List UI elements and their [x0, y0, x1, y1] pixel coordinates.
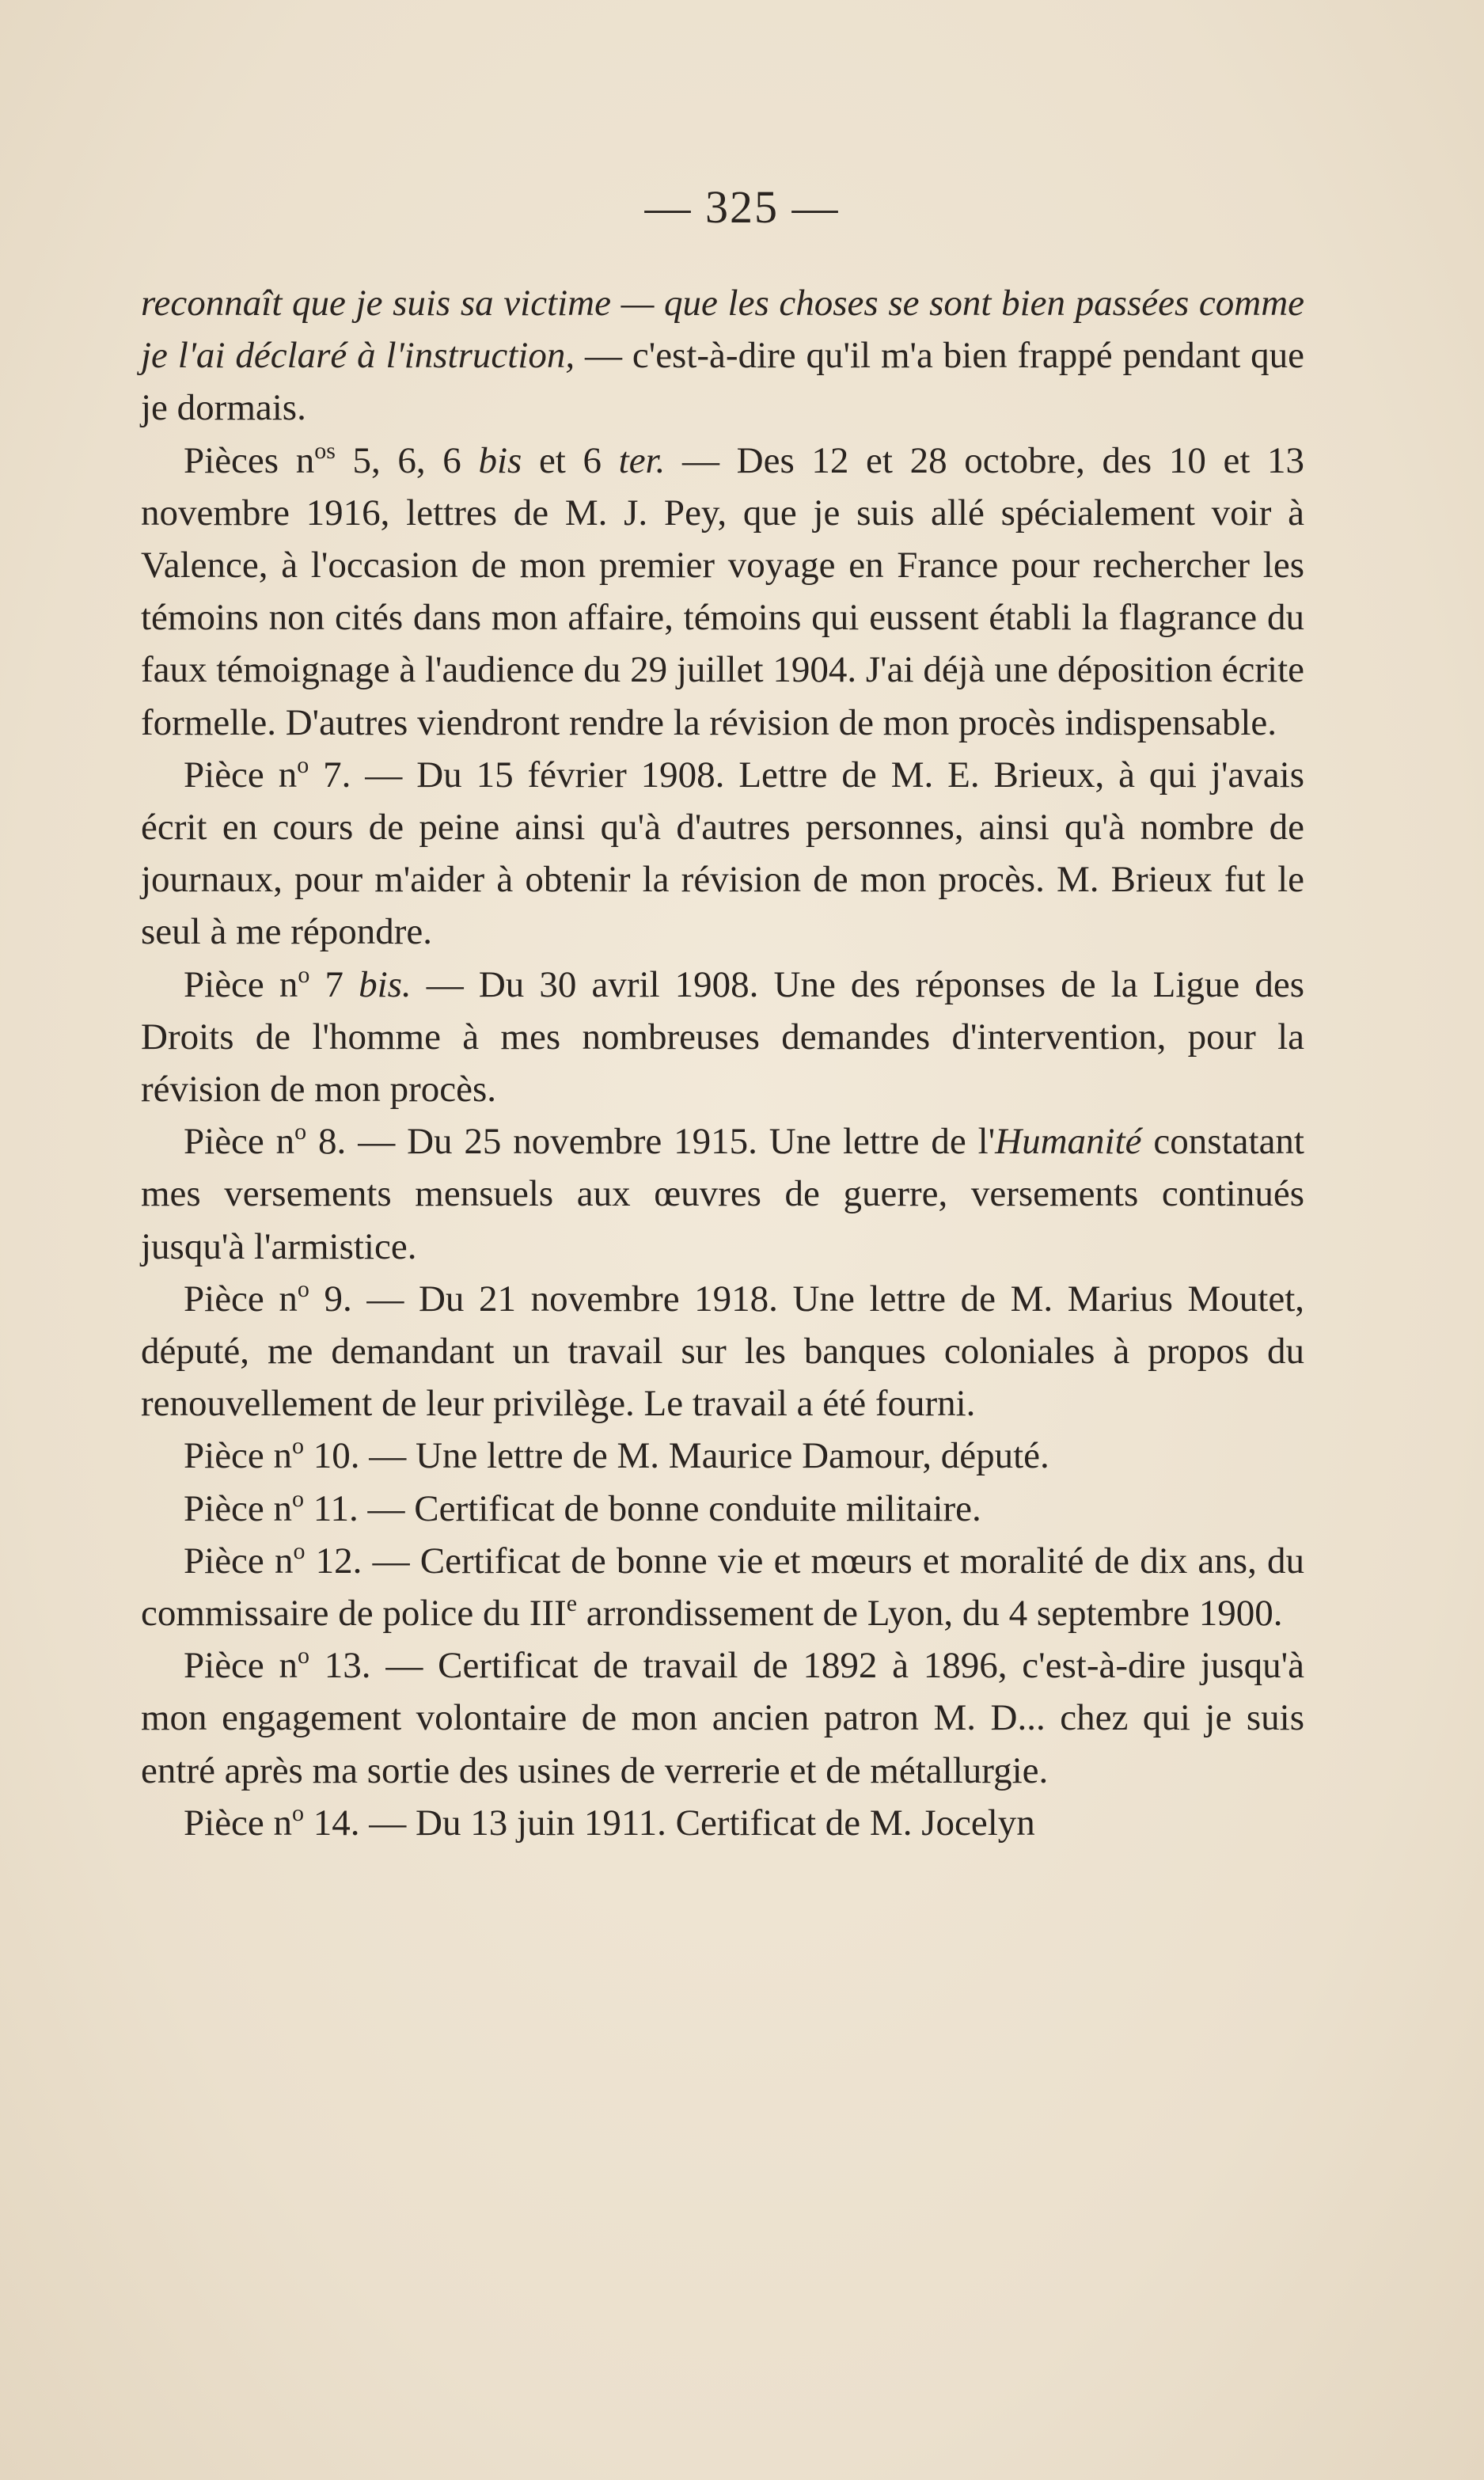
paragraph	[141, 959, 1304, 1116]
text-run: constatant mes versements mensuels aux œuvres de guerre, versements continués jusqu'à l'armistice.	[141, 1121, 1304, 1267]
text-run: e	[566, 1590, 578, 1617]
paragraph	[141, 749, 1304, 959]
text-run: bis	[478, 439, 522, 481]
text-run: 14. — Du 13 juin 1911. Certificat de M. Jocelyn	[304, 1802, 1035, 1844]
paragraph	[141, 1115, 1304, 1273]
text-run: o	[297, 751, 309, 778]
text-run: reconnaît que je suis sa victime — que les choses se sont bien passées comme je l'ai déclaré à l'instruction,	[141, 283, 1304, 377]
text-run: 11. — Certificat de bonne conduite militaire.	[304, 1487, 981, 1529]
text-run: ter.	[618, 439, 666, 481]
text-run: o	[294, 1118, 307, 1145]
text-run: Pièce n	[184, 1645, 298, 1687]
text-run: 9. — Du 21 novembre 1918. Une lettre de M. Marius Moutet, député, me demandant un travail sur les banques coloniales à propos du renouvellement de leur privilège. Le travail a été fourni.	[141, 1278, 1304, 1425]
text-run: 7. — Du 15 février 1908. Lettre de M. E. Brieux, à qui j'avais écrit en cours de peine ainsi qu'à d'autres personnes, ainsi qu'à nombre de journaux, pour m'aider à obtenir la révision de mon procès. M. Brieux fut le seul à me répondre.	[141, 754, 1305, 953]
text-run: o	[292, 1485, 305, 1512]
text-run: o	[293, 1537, 306, 1564]
text-run: 8. — Du 25 novembre 1915. Une lettre de l'	[306, 1121, 996, 1163]
text-run: — Des 12 et 28 octobre, des 10 et 13 novembre 1916, lettres de M. J. Pey, que je suis allé spécialement voir à Valence, à l'occasion de mon premier voyage en France pour rechercher les témoins non cités dans mon affaire, témoins qui eussent établi la flagrance du faux témoignage à l'audience du 29 juillet 1904. J'ai déjà une déposition écrite formelle. D'autres viendront rendre la révision de mon procès indispensable.	[141, 439, 1305, 743]
paragraph	[141, 1639, 1304, 1797]
text-run: et 6	[522, 439, 619, 481]
text-run: 5, 6, 6	[335, 439, 479, 481]
paragraph	[141, 1797, 1304, 1849]
page-number: — 325 —	[644, 181, 840, 233]
text-run: o	[297, 1275, 309, 1302]
text-run: 10. — Une lettre de M. Maurice Damour, député.	[304, 1435, 1049, 1477]
text-run: Pièce n	[184, 754, 298, 796]
body-text	[141, 277, 1304, 1849]
text-run: Pièce n	[184, 1540, 294, 1582]
text-run: Pièce n	[184, 1121, 295, 1163]
paragraph	[141, 1483, 1304, 1535]
text-run: — Du 30 avril 1908. Une des réponses de la Ligue des Droits de l'homme à mes nombreuses demandes d'intervention, pour la révision de mon procès.	[141, 963, 1305, 1111]
text-run: 13. — Certificat de travail de 1892 à 1896, c'est-à-dire jusqu'à mon engagement volontaire de mon ancien patron M. D... chez qui je suis entré après ma sortie des usines de verrerie et de métallurgie.	[141, 1645, 1305, 1791]
paragraph	[141, 1535, 1304, 1639]
paragraph	[141, 1430, 1304, 1482]
text-run: 12. — Certificat de bonne vie et mœurs et moralité de dix ans, du commissaire de police du III	[141, 1540, 1305, 1635]
text-run: o	[298, 1643, 310, 1669]
text-run: o	[298, 961, 310, 988]
text-run: — c'est-à-dire qu'il m'a bien frappé pendant que je dormais.	[141, 335, 1304, 429]
paragraph	[141, 435, 1304, 749]
text-run: arrondissement de Lyon, du 4 septembre 1900.	[577, 1593, 1283, 1635]
text-run: Pièce n	[184, 963, 298, 1005]
text-run: Pièce n	[184, 1802, 293, 1844]
text-run: Humanité	[995, 1121, 1142, 1163]
text-run: Pièce n	[184, 1435, 293, 1477]
text-run: Pièces n	[184, 439, 315, 481]
paragraph	[141, 277, 1304, 435]
text-run: Pièce n	[184, 1278, 298, 1320]
text-run: Pièce n	[184, 1487, 293, 1529]
text-run: o	[292, 1433, 305, 1460]
text-run: o	[292, 1799, 305, 1826]
paragraph	[141, 1273, 1304, 1430]
text-run: 7	[309, 963, 359, 1005]
text-run: os	[314, 437, 336, 464]
text-run: bis.	[359, 963, 412, 1005]
